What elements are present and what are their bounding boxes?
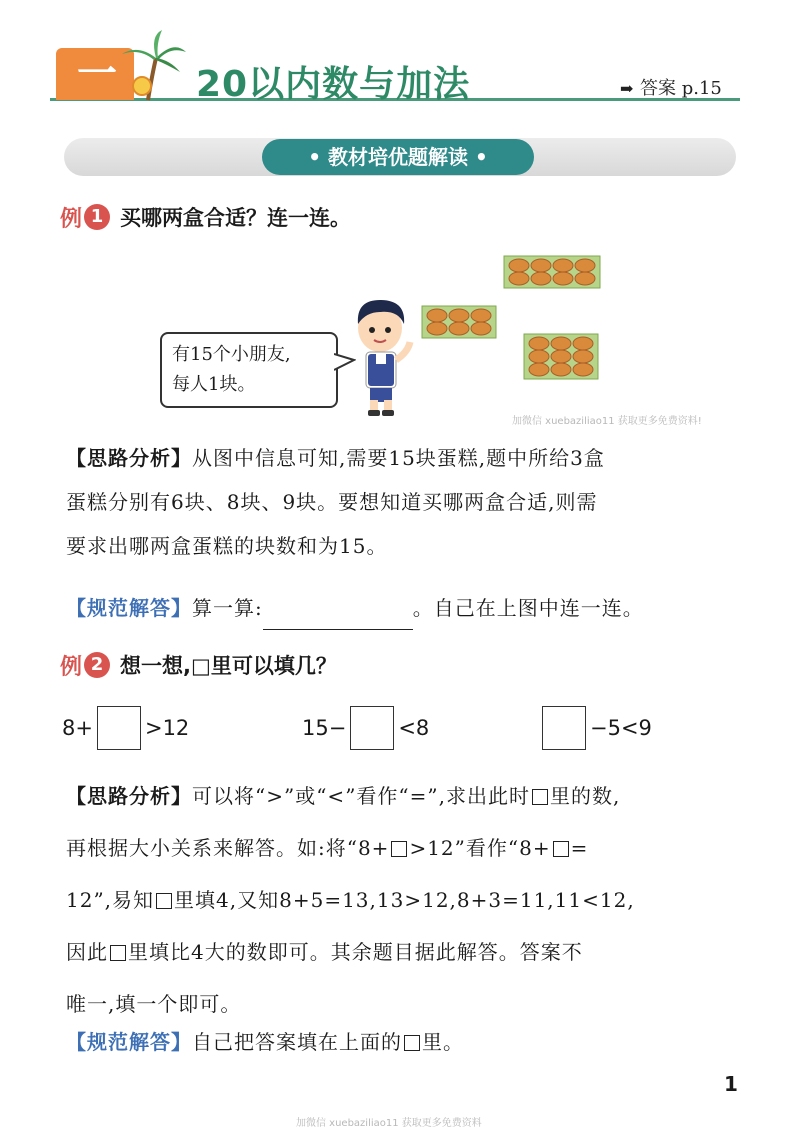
cake-piece — [427, 309, 447, 322]
square-symbol — [404, 1035, 420, 1051]
inequality-2 — [302, 706, 429, 750]
speech-line-2: 每人1块。 — [172, 374, 256, 395]
cake-piece — [529, 363, 549, 376]
cake-piece — [509, 272, 529, 285]
palm-tree-icon — [118, 30, 188, 102]
cake-piece — [509, 259, 529, 272]
example-1-answer — [66, 586, 738, 630]
example-prefix: 例 — [60, 206, 83, 232]
answer-reference-text: 答案 p.15 — [640, 78, 722, 99]
cake-piece — [449, 322, 469, 335]
answer-reference — [620, 74, 722, 100]
analysis-text: 因此 — [66, 940, 108, 964]
answer-label: 【规范解答】 — [66, 1030, 192, 1054]
answer-text: 算一算: — [192, 596, 263, 620]
cake-tray-6[interactable] — [422, 306, 496, 338]
analysis-text: = — [570, 836, 589, 860]
analysis-text: >12”看作“8+ — [409, 836, 551, 860]
analysis-text: 再根据大小关系来解答。如:将“8+ — [66, 836, 390, 860]
section-banner-label: • 教材培优题解读 • — [262, 139, 534, 175]
cake-piece — [551, 350, 571, 363]
example-2-heading — [60, 650, 337, 680]
analysis-text: 可以将“>”或“<”看作“=”,求出此时 — [192, 784, 530, 808]
cake-piece — [427, 322, 447, 335]
cake-piece — [551, 363, 571, 376]
cake-piece — [573, 337, 593, 350]
cake-piece — [573, 363, 593, 376]
cake-piece — [573, 350, 593, 363]
answer-box[interactable] — [542, 706, 586, 750]
answer-text: 里。 — [422, 1030, 464, 1054]
analysis-label: 【思路分析】 — [66, 784, 192, 808]
chapter-number: 一 — [77, 51, 117, 97]
speech-line-1: 有15个小朋友, — [172, 344, 291, 365]
answer-box[interactable] — [350, 706, 394, 750]
square-symbol — [553, 841, 569, 857]
cake-piece — [553, 259, 573, 272]
example-question: 买哪两盒合适？连一连。 — [120, 206, 352, 230]
analysis-text: 里的数, — [549, 784, 621, 808]
example-2-analysis — [66, 770, 738, 1030]
chapter-title: 20以内数与加法 — [196, 64, 471, 105]
example-number-badge: 1 — [84, 204, 110, 230]
cake-piece — [531, 259, 551, 272]
example-number-badge: 2 — [84, 652, 110, 678]
example-2-answer — [66, 1020, 738, 1064]
analysis-text: 12”,易知 — [66, 888, 155, 912]
cake-tray-8[interactable] — [504, 256, 600, 288]
footer-watermark: 加微信 xuebaziliao11 获取更多免费资料 — [296, 1118, 482, 1129]
analysis-text: 蛋糕分别有6块、8块、9块。要想知道买哪两盒合适,则需 — [66, 490, 598, 514]
example-1-heading — [60, 202, 351, 232]
example-1-analysis — [66, 436, 738, 568]
cake-piece — [575, 272, 595, 285]
analysis-text: 从图中信息可知,需要15块蛋糕,题中所给3盒 — [192, 446, 605, 470]
cake-piece — [575, 259, 595, 272]
inequality-left: 15− — [302, 716, 347, 740]
square-symbol — [532, 789, 548, 805]
analysis-text: 里填比4大的数即可。其余题目据此解答。答案不 — [128, 940, 583, 964]
analysis-text: 里填4,又知8+5=13,13>12,8+3=11,11<12, — [174, 888, 635, 912]
answer-blank[interactable] — [263, 605, 413, 630]
inequality-3 — [538, 706, 652, 750]
analysis-label: 【思路分析】 — [66, 446, 192, 470]
cake-piece — [449, 309, 469, 322]
analysis-text: 要求出哪两盒蛋糕的块数和为15。 — [66, 534, 388, 558]
square-symbol — [391, 841, 407, 857]
cake-piece — [471, 322, 491, 335]
cake-piece — [551, 337, 571, 350]
watermark: 加微信 xuebaziliao11 获取更多免费资料! — [512, 416, 702, 427]
cake-trays — [420, 252, 640, 382]
arrow-right-icon: ➡ — [620, 79, 634, 98]
answer-box[interactable] — [97, 706, 141, 750]
inequality-left: 8+ — [62, 716, 93, 740]
example-question: 想一想,□里可以填几？ — [120, 654, 337, 678]
cake-tray-9[interactable] — [524, 334, 598, 379]
cake-piece — [531, 272, 551, 285]
page-number: 1 — [724, 1072, 738, 1096]
boy-illustration — [348, 294, 418, 418]
cake-piece — [529, 350, 549, 363]
cake-piece — [471, 309, 491, 322]
example-prefix: 例 — [60, 654, 83, 680]
speech-bubble — [160, 332, 338, 408]
analysis-text: 唯一,填一个即可。 — [66, 992, 242, 1016]
inequality-1 — [62, 706, 189, 750]
answer-text: 。自己在上图中连一连。 — [412, 596, 644, 620]
inequality-right: <8 — [398, 716, 430, 740]
inequality-right: >12 — [144, 716, 190, 740]
answer-text: 自己把答案填在上面的 — [192, 1030, 402, 1054]
inequality-right: −5<9 — [590, 716, 652, 740]
cake-piece — [529, 337, 549, 350]
square-symbol — [110, 945, 126, 961]
answer-label: 【规范解答】 — [66, 596, 192, 620]
square-symbol — [156, 893, 172, 909]
cake-piece — [553, 272, 573, 285]
